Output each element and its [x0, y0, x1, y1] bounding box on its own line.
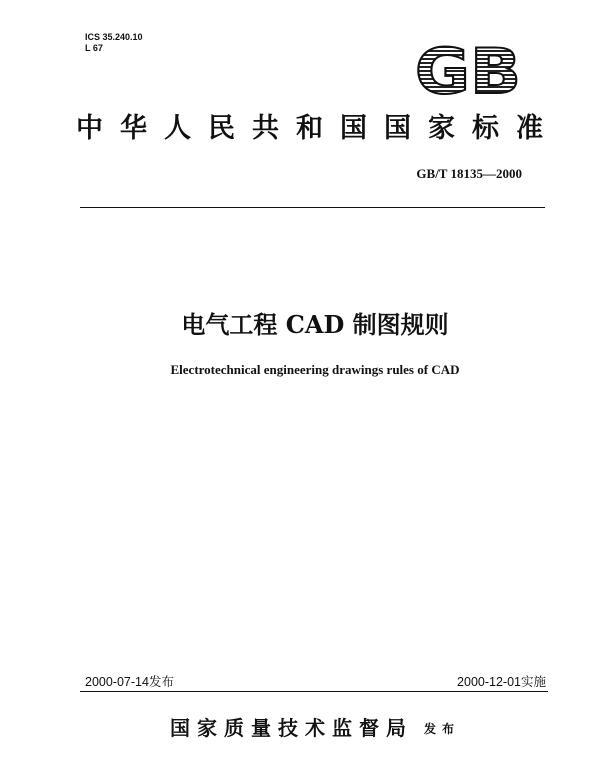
gb-logo-text: GB — [415, 42, 521, 98]
document-title-english: Electrotechnical engineering drawings rules of CAD — [170, 362, 460, 377]
document-title: 电气工程 CAD 制图规则 — [181, 310, 449, 339]
national-standard-title: 中华人民共和国国家标准 — [76, 113, 560, 144]
footer-rule — [80, 691, 548, 692]
gb-logo-icon — [412, 42, 524, 98]
publisher-name: 国家质量技术监督局 — [170, 716, 413, 740]
ccs-classification: L 67 — [85, 43, 103, 53]
implementation-date: 2000-12-01实施 — [457, 675, 546, 689]
standard-code: GB/T 18135—2000 — [416, 166, 522, 181]
header-rule — [80, 207, 545, 208]
issue-date: 2000-07-14发布 — [85, 675, 174, 689]
ics-classification: ICS 35.240.10 — [85, 32, 143, 42]
publisher-action: 发布 — [424, 722, 461, 736]
